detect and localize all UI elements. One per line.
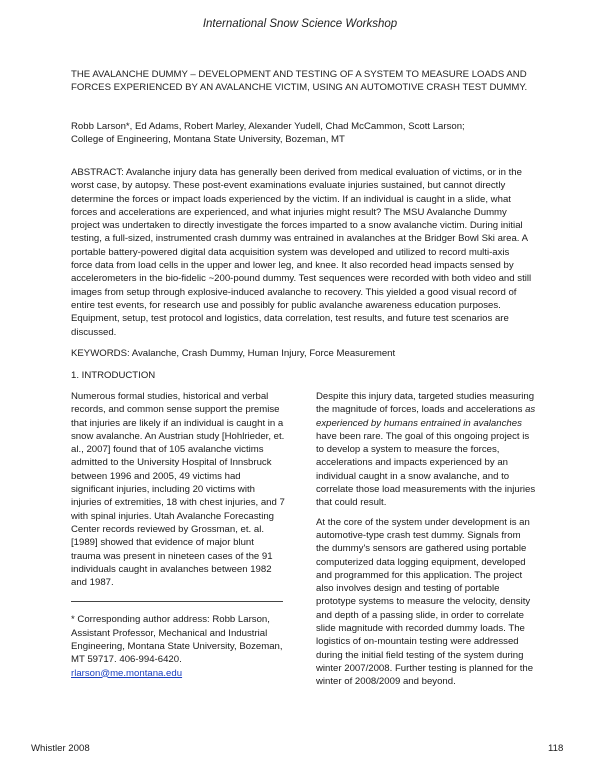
footer-conference: Whistler 2008 <box>31 743 90 754</box>
author-block <box>71 120 541 147</box>
intro-paragraph-2-emphasis: as experienced by humans entrained in avalanches <box>316 404 536 429</box>
footnote-divider <box>71 601 283 602</box>
page-header: International Snow Science Workshop <box>202 18 398 30</box>
footnote <box>71 613 285 679</box>
intro-paragraph-1: Numerous formal studies, historical and verbal records, and common sense support the premise that injuries are likely if an individual is caught in a snow avalanche. An Austrian study [Hohlrieder, et. al., 2007] found that of 105 avalanche victims admitted to the University Hospital of Innsbruck between 1996 and 2005, 49 victims had significant injuries, including 20 victims with injuries of extremities, 18 with chest injuries, and 7 with spinal injuries. Utah Avalanche Forecasting Center records reviewed by Grossman, et. al. [1989] showed that evidence of major blunt trauma was present in nineteen cases of the 91 individuals caught in avalanches between 1982 and 1987. <box>71 391 285 589</box>
section-heading-introduction: 1. INTRODUCTION <box>71 370 156 381</box>
left-column <box>71 390 285 680</box>
intro-paragraph-3: At the core of the system under development is an automotive-type crash test dummy. Signals from the dummy's sensors are gathered using portable computerized data logging equipment, developed and programmed for this application. The project also involves design and testing of portable prototype systems to measure the velocity, density and depth of a passing slide, in order to correlate slide magnitude with recorded dummy loads. The logistics of on-mountain testing were addressed during the initial field testing of the system during winter 2007/2008. Further testing is planned for the winter of 2008/2009 and beyond. <box>316 516 534 688</box>
keywords: KEYWORDS: Avalanche, Crash Dummy, Human Injury, Force Measurement <box>71 348 396 359</box>
intro-paragraph-2 <box>316 390 536 510</box>
page-number: 118 <box>548 743 564 754</box>
paper-title: THE AVALANCHE DUMMY – DEVELOPMENT AND TESTING OF A SYSTEM TO MEASURE LOADS AND FORCES EXPERIENCED BY AN AVALANCHE VICTIM, USING AN AUTOMOTIVE CRASH TEST DUMMY. <box>71 69 528 94</box>
author-names: Robb Larson*, Ed Adams, Robert Marley, Alexander Yudell, Chad McCammon, Scott Larson; <box>71 121 465 132</box>
author-affiliation: College of Engineering, Montana State University, Bozeman, MT <box>71 134 345 146</box>
footnote-text: * Corresponding author address: Robb Larson, Assistant Professor, Mechanical and Industrial Engineering, Montana State University, Bozeman, MT 59717. 406-994-6420. <box>71 614 283 666</box>
intro-paragraph-2-start: Despite this injury data, targeted studies measuring the magnitude of forces, loads and accelerations <box>316 391 535 416</box>
right-column <box>316 390 536 689</box>
abstract: ABSTRACT: Avalanche injury data has generally been derived from medical evaluation of victims, or in the worst case, by autopsy. These post-event examinations evaluate injuries sustained, but cannot directly determine the forces or impact loads experienced by the victim. If an individual is caught in a slide, what forces and accelerations are experienced, and what injuries might result? The MSU Avalanche Dummy project was undertaken to directly investigate the forces imparted to a snow avalanche victim. During initial testing, a full-sized, instrumented crash dummy was entrained in avalanches at the Bridger Bowl Ski area. A portable battery-powered digital data acquisition system was developed and utilized to record multi-axis force data from load cells in the upper and lower leg, and knee. It also recorded head impacts sensed by accelerometers in the bio-fidelic ~200-pound dummy. Test sequences were recorded with both video and still images from setup through explosive-induced avalanche to recovery. This yielded a good visual record of entire test events, for research use and possibly for public avalanche awareness education purposes. Equipment, setup, test protocol and logistics, data correlation, test results, and future test scenarios are discussed. <box>71 167 532 338</box>
intro-paragraph-2-end: have been rare. The goal of this ongoing project is to develop a system to measure the forces, accelerations and impacts experienced by an individual caught in a snow avalanche, and to correlate those load measurements with the injuries that could result. <box>316 430 536 509</box>
author-email-link[interactable]: rlarson@me.montana.edu <box>71 667 183 679</box>
